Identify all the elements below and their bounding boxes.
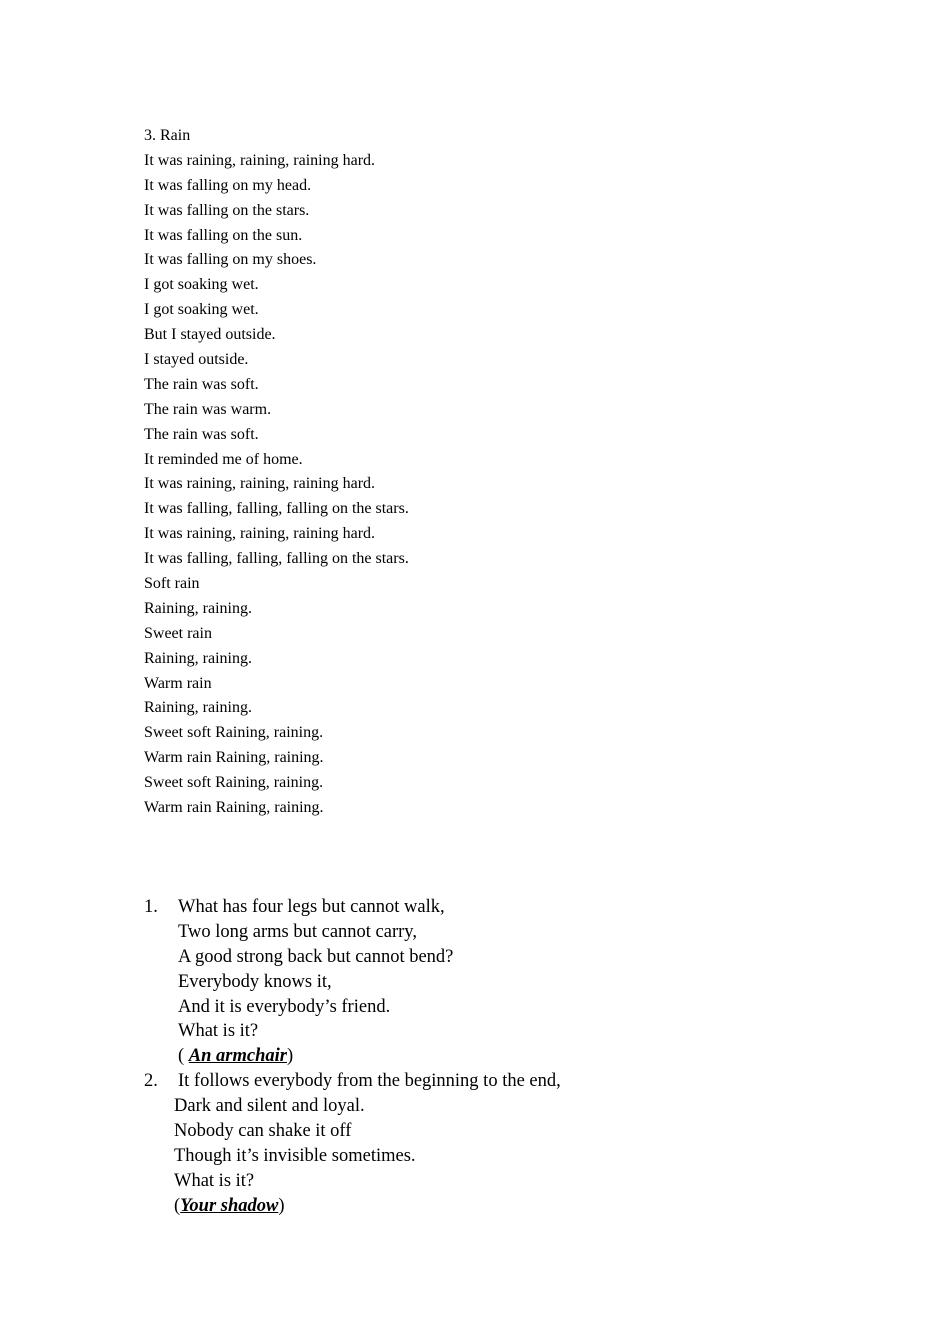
poem-line: It was falling on the stars. bbox=[144, 201, 310, 219]
riddle-answer: An armchair bbox=[188, 1046, 287, 1067]
riddle-line-text: Dark and silent and loyal. bbox=[174, 1096, 365, 1117]
riddles-list bbox=[144, 895, 561, 1219]
riddle-line-text: Nobody can shake it off bbox=[174, 1121, 352, 1142]
poem-line: It was falling on my head. bbox=[144, 176, 312, 194]
poem-line: I got soaking wet. bbox=[144, 301, 259, 319]
riddle-line bbox=[144, 895, 561, 920]
riddle-line-text: Though it’s invisible sometimes. bbox=[174, 1145, 416, 1166]
poem-title: 3. Rain bbox=[144, 127, 191, 144]
poem-line: Raining, raining. bbox=[144, 599, 252, 617]
riddle-line bbox=[144, 1144, 561, 1169]
riddle-line bbox=[144, 1094, 561, 1119]
riddle-2 bbox=[144, 1069, 561, 1218]
poem-line: It was raining, raining, raining hard. bbox=[144, 151, 376, 169]
poem-line: Sweet rain bbox=[144, 624, 212, 642]
riddle-1 bbox=[144, 895, 561, 1069]
poem-line: Raining, raining. bbox=[144, 699, 252, 717]
poem-line: Warm rain Raining, raining. bbox=[144, 799, 324, 817]
poem-line: Warm rain Raining, raining. bbox=[144, 749, 324, 767]
riddle-line-text: What is it? bbox=[174, 1170, 255, 1191]
answer-open-paren: ( bbox=[178, 1046, 189, 1067]
poem-line: The rain was warm. bbox=[144, 400, 272, 418]
poem-line: The rain was soft. bbox=[144, 425, 259, 443]
riddle-line bbox=[144, 1169, 561, 1194]
riddle-line bbox=[144, 1069, 561, 1094]
riddle-line-text: What has four legs but cannot walk, bbox=[178, 897, 445, 917]
riddle-answer-line bbox=[144, 1044, 561, 1069]
riddle-number: 2. bbox=[144, 1071, 158, 1092]
poem-line: Warm rain bbox=[144, 674, 212, 692]
answer-close-paren: ) bbox=[278, 1195, 285, 1216]
poem-line: Soft rain bbox=[144, 575, 200, 593]
answer-open-paren: ( bbox=[174, 1195, 181, 1216]
poem-line: Sweet soft Raining, raining. bbox=[144, 724, 324, 742]
poem-line: The rain was soft. bbox=[144, 375, 259, 393]
poem-line: I got soaking wet. bbox=[144, 276, 259, 294]
poem-line: Raining, raining. bbox=[144, 649, 252, 667]
poem-line: It was falling on the sun. bbox=[144, 226, 303, 244]
poem-line: It was falling, falling, falling on the stars. bbox=[144, 500, 409, 518]
riddle-line bbox=[144, 995, 561, 1020]
poem-line: It reminded me of home. bbox=[144, 450, 303, 468]
poem-line: It was raining, raining, raining hard. bbox=[144, 475, 376, 493]
answer-close-paren: ) bbox=[286, 1046, 294, 1067]
riddle-line-text: Everybody knows it, bbox=[178, 971, 332, 992]
riddle-line-text: It follows everybody from the beginning to the end, bbox=[178, 1071, 561, 1092]
poem-line: Sweet soft Raining, raining. bbox=[144, 774, 324, 792]
riddle-answer-line bbox=[144, 1194, 561, 1219]
riddle-line bbox=[144, 970, 561, 995]
riddle-line-text: A good strong back but cannot bend? bbox=[178, 946, 454, 967]
rain-poem bbox=[144, 124, 409, 821]
riddle-line-text: And it is everybody’s friend. bbox=[178, 996, 391, 1017]
riddle-answer-wrapper bbox=[144, 1046, 293, 1066]
riddle-line bbox=[144, 920, 561, 945]
poem-line: It was falling, falling, falling on the stars. bbox=[144, 550, 409, 568]
riddle-line bbox=[144, 945, 561, 970]
poem-line: It was raining, raining, raining hard. bbox=[144, 525, 376, 543]
riddle-line-text: What is it? bbox=[178, 1021, 259, 1042]
riddle-line-text: Two long arms but cannot carry, bbox=[178, 921, 417, 942]
poem-line: But I stayed outside. bbox=[144, 326, 276, 344]
riddle-number: 1. bbox=[144, 897, 158, 917]
poem-line: I stayed outside. bbox=[144, 351, 249, 369]
riddle-line bbox=[144, 1019, 561, 1044]
riddle-answer: Your shadow bbox=[180, 1195, 279, 1216]
riddle-line bbox=[144, 1119, 561, 1144]
poem-line: It was falling on my shoes. bbox=[144, 251, 317, 269]
